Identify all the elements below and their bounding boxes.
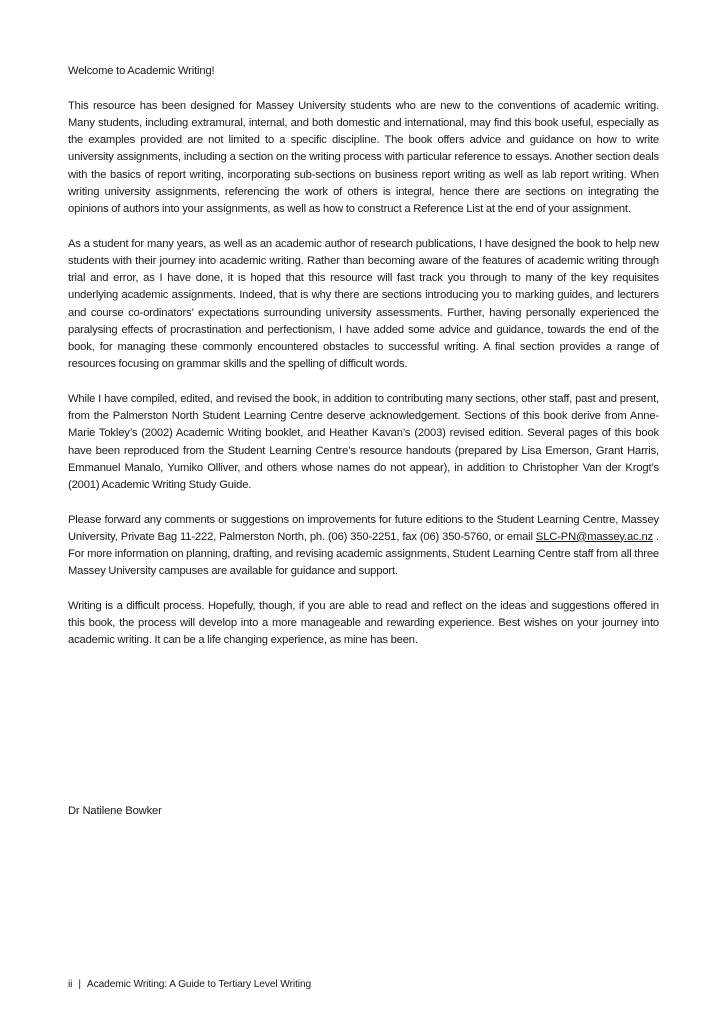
page-footer bbox=[68, 977, 311, 993]
greeting: Welcome to Academic Writing! bbox=[68, 65, 215, 77]
contact-text-before: Please forward any comments or suggestions on improvements for future editions to the Student Learning Centre, Massey University, Private Bag 11-222, Palmerston North, ph. (06) 350-2251, fax (06) 350-5760, or email bbox=[68, 513, 659, 543]
paragraph-contact bbox=[68, 512, 659, 581]
contact-text-after: . For more information on planning, drafting, and revising academic assignments, Student Learning Centre staff from all three Massey University campuses are available for guidance and support. bbox=[68, 530, 659, 578]
paragraph-author-background: As a student for many years, as well as an academic author of research publications, I have designed the book to help new students with their journey into academic writing. Rather than becoming aware of the features of academic writing through trial and error, as I have done, it is hoped that this resource will fast track you through to many of the key requisites underlying academic assignments. Indeed, that is why there are sections introducing you to marking guides, and lecturers and course co-ordinators’ expectations surrounding university assessments. Further, having personally experienced the paralysing effects of procrastination and perfectionism, I have added some advice and guidance, towards the end of the book, for managing these commonly encountered obstacles to successful writing. A final section provides a range of resources focusing on grammar skills and the spelling of difficult words. bbox=[68, 237, 659, 371]
email-link[interactable]: SLC-PN@massey.ac.nz bbox=[535, 530, 653, 543]
paragraph-acknowledgements: While I have compiled, edited, and revised the book, in addition to contributing many sections, other staff, past and present, from the Palmerston North Student Learning Centre deserve acknowledgement. Sections of this book derive from Anne-Marie Tokley’s (2002) Academic Writing booklet, and Heather Kavan’s (2003) revised edition. Several pages of this book have been reproduced from the Student Learning Centre’s resource handouts (prepared by Lisa Emerson, Grant Harris, Emmanuel Manalo, Yumiko Olliver, and others whose names do not appear), in addition to Christopher Van der Krogt’s (2001) Academic Writing Study Guide. bbox=[68, 392, 659, 491]
paragraph-closing: Writing is a difficult process. Hopefully, though, if you are able to read and reflect on the ideas and suggestions offered in this book, the process will develop into a more manageable and rewarding experience. Best wishes on your journey into academic writing. It can be a life changing experience, as mine has been. bbox=[68, 599, 659, 647]
page-body bbox=[68, 63, 659, 667]
signature: Dr Natilene Bowker bbox=[68, 805, 162, 817]
footer-separator: | bbox=[78, 979, 81, 990]
footer-book-title: Academic Writing: A Guide to Tertiary Level Writing bbox=[86, 979, 312, 990]
page-number: ii bbox=[68, 979, 73, 990]
paragraph-introduction: This resource has been designed for Massey University students who are new to the conventions of academic writing. Many students, including extramural, internal, and both domestic and international, may find this book useful, especially as the examples provided are not limited to a specific discipline. The book offers advice and guidance on how to write university assignments, including a section on the writing process with particular reference to essays. Another section deals with the basics of report writing, incorporating sub-sections on business report writing as well as lab report writing. When writing university assignments, referencing the work of others is integral, hence there are sections on integrating the opinions of authors into your assignments, as well as how to construct a Reference List at the end of your assignment. bbox=[68, 99, 659, 215]
